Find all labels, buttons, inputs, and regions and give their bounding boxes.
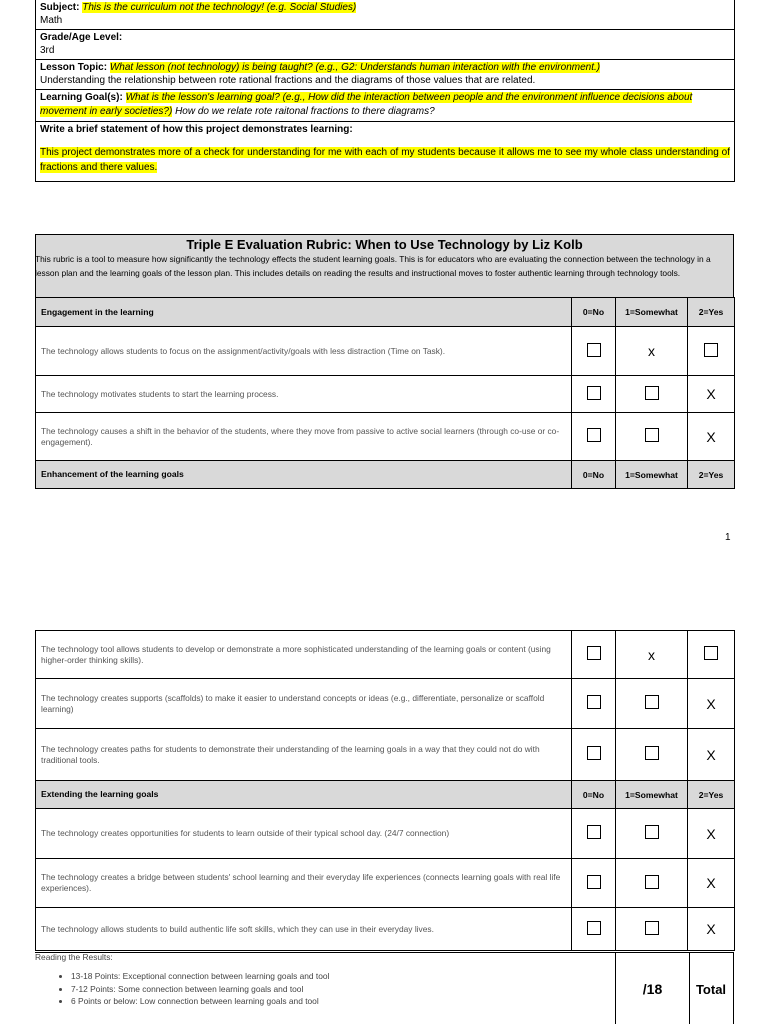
- score-yes-cell: [688, 327, 735, 376]
- score-no-cell: [572, 729, 616, 781]
- reading-item: • 6 Points or below: Low connection between learning goals and tool: [71, 995, 615, 1008]
- grade-label: Grade/Age Level:: [40, 32, 123, 43]
- criterion-row: [36, 376, 735, 413]
- rubric-table-page2: [35, 630, 735, 951]
- rubric-description: This rubric is a tool to measure how significantly the technology effects the student learning goals. This is for educators who are evaluating the connection between the technology in a lesson plan and the learning goals of the lesson plan. This includes details on reading the results and instructional moves to foster authentic learning through technology tools.: [35, 254, 711, 278]
- subject-row: [36, 0, 734, 29]
- engagement-header: Engagement in the learning: [36, 298, 572, 327]
- checkbox[interactable]: [704, 646, 718, 660]
- statement-row: [36, 121, 734, 181]
- criterion-text: The technology creates paths for students to demonstrate their understanding of the learning goals in a way that they could not do with traditional tools.: [36, 729, 572, 781]
- checkbox[interactable]: [645, 875, 659, 889]
- grade-value[interactable]: 3rd: [40, 45, 55, 56]
- criterion-text: The technology causes a shift in the behavior of the students, where they move from passive to active social learners (through co-use or co-engagement).: [36, 413, 572, 461]
- checkbox[interactable]: [587, 646, 601, 660]
- engagement-header-row: [36, 298, 735, 327]
- rubric-table-page1: [35, 297, 735, 489]
- enhancement-header-row: [36, 461, 735, 489]
- score-out-of[interactable]: /18: [642, 981, 663, 997]
- criterion-text: The technology allows students to focus on the assignment/activity/goals with less distraction (Time on Task).: [36, 327, 572, 376]
- col-yes: 2=Yes: [688, 781, 735, 809]
- score-no-cell: [572, 413, 616, 461]
- score-yes-cell: [688, 631, 735, 679]
- score-somewhat-cell: [616, 859, 688, 908]
- score-somewhat-cell: [616, 729, 688, 781]
- criterion-text: The technology creates supports (scaffolds) to make it easier to understand concepts or ideas (e.g., differentiate, personalize or scaffold learning): [36, 679, 572, 729]
- criterion-text: The technology creates a bridge between students' school learning and their everyday life experiences (connects learning goals with real life experiences).: [36, 859, 572, 908]
- score-yes-cell: [688, 413, 735, 461]
- checkbox[interactable]: [587, 825, 601, 839]
- x-mark[interactable]: X: [706, 875, 716, 891]
- statement-text: This project demonstrates more of a check for understanding for me with each of my students because it allows me to see my whole class understanding of fractions and there values.: [40, 147, 730, 173]
- reading-item: • 13-18 Points: Exceptional connection between learning goals and tool: [71, 970, 615, 983]
- topic-hint: What lesson (not technology) is being taught? (e.g., G2: Understands human interaction with the environment.): [109, 62, 601, 73]
- checkbox[interactable]: [587, 428, 601, 442]
- checkbox[interactable]: [587, 875, 601, 889]
- checkbox[interactable]: [645, 746, 659, 760]
- x-mark[interactable]: X: [706, 428, 716, 445]
- checkbox[interactable]: [645, 386, 659, 400]
- criterion-text: The technology allows students to build authentic life soft skills, which they can use in their everyday lives.: [36, 908, 572, 951]
- checkbox[interactable]: [645, 428, 659, 442]
- x-mark[interactable]: x: [648, 343, 655, 359]
- score-somewhat-cell: [616, 809, 688, 859]
- subject-hint: This is the curriculum not the technology! (e.g. Social Studies): [82, 2, 357, 13]
- checkbox[interactable]: [645, 825, 659, 839]
- topic-value[interactable]: Understanding the relationship between rote rational fractions and the diagrams of those values that are related.: [40, 75, 536, 86]
- results-top-border: [35, 952, 734, 953]
- total-cell: [689, 952, 734, 1024]
- col-somewhat: 1=Somewhat: [616, 298, 688, 327]
- checkbox[interactable]: [704, 343, 718, 357]
- subject-label: Subject:: [40, 2, 80, 13]
- extending-header-row: [36, 781, 735, 809]
- score-somewhat-cell: [616, 631, 688, 679]
- criterion-row: [36, 679, 735, 729]
- score-somewhat-cell: [616, 679, 688, 729]
- score-somewhat-cell: [616, 327, 688, 376]
- score-yes-cell: [688, 908, 735, 951]
- page-number: 1: [725, 532, 731, 543]
- statement-value[interactable]: [40, 145, 730, 175]
- goal-value[interactable]: How do we relate rote raitonal fractions to there diagrams?: [175, 106, 435, 117]
- criterion-text: The technology creates opportunities for students to learn outside of their typical school day. (24/7 connection): [36, 809, 572, 859]
- checkbox[interactable]: [587, 386, 601, 400]
- score-yes-cell: [688, 376, 735, 413]
- score-no-cell: [572, 809, 616, 859]
- col-no: 0=No: [572, 298, 616, 327]
- col-somewhat: 1=Somewhat: [616, 461, 688, 489]
- score-yes-cell: [688, 679, 735, 729]
- x-mark[interactable]: X: [706, 386, 716, 402]
- statement-label: Write a brief statement of how this project demonstrates learning:: [40, 124, 353, 135]
- x-mark[interactable]: X: [706, 921, 716, 937]
- topic-label: Lesson Topic:: [40, 62, 108, 73]
- score-somewhat-cell: [616, 413, 688, 461]
- x-mark[interactable]: X: [706, 746, 716, 763]
- col-no: 0=No: [572, 781, 616, 809]
- col-somewhat: 1=Somewhat: [616, 781, 688, 809]
- criterion-text: The technology tool allows students to develop or demonstrate a more sophisticated understanding of the learning goals or content (using higher-order thinking skills).: [36, 631, 572, 679]
- reading-results: [35, 952, 615, 1008]
- col-no: 0=No: [572, 461, 616, 489]
- score-cell: [615, 952, 690, 1024]
- reading-list: [35, 970, 615, 1008]
- criterion-text: The technology motivates students to start the learning process.: [36, 376, 572, 413]
- criterion-row: [36, 729, 735, 781]
- criterion-row: [36, 908, 735, 951]
- criterion-row: [36, 631, 735, 679]
- goal-row: [36, 89, 734, 121]
- grade-row: [36, 29, 734, 59]
- x-mark[interactable]: X: [706, 825, 716, 842]
- score-yes-cell: [688, 809, 735, 859]
- topic-row: [36, 59, 734, 89]
- score-no-cell: [572, 631, 616, 679]
- score-no-cell: [572, 376, 616, 413]
- lesson-info-table: [35, 0, 735, 182]
- score-no-cell: [572, 859, 616, 908]
- score-yes-cell: [688, 729, 735, 781]
- checkbox[interactable]: [587, 746, 601, 760]
- reading-title: Reading the Results:: [35, 952, 113, 962]
- goal-hint: What is the lesson's learning goal? (e.g., How did the interaction between people and the environment influence decisions about movement in early societies?): [40, 92, 693, 117]
- col-yes: 2=Yes: [688, 298, 735, 327]
- score-somewhat-cell: [616, 908, 688, 951]
- goal-label: Learning Goal(s):: [40, 92, 123, 103]
- x-mark[interactable]: X: [706, 695, 716, 712]
- criterion-row: [36, 859, 735, 908]
- enhancement-header: Enhancement of the learning goals: [36, 461, 572, 489]
- checkbox[interactable]: [587, 695, 601, 709]
- checkbox[interactable]: [587, 343, 601, 357]
- score-no-cell: [572, 327, 616, 376]
- score-yes-cell: [688, 859, 735, 908]
- score-no-cell: [572, 908, 616, 951]
- rubric-title: Triple E Evaluation Rubric: When to Use Technology by Liz Kolb: [186, 237, 583, 252]
- subject-value[interactable]: Math: [40, 15, 63, 26]
- checkbox[interactable]: [587, 921, 601, 935]
- extending-header: Extending the learning goals: [36, 781, 572, 809]
- checkbox[interactable]: [645, 921, 659, 935]
- score-no-cell: [572, 679, 616, 729]
- criterion-row: [36, 327, 735, 376]
- total-label: Total: [695, 982, 727, 997]
- criterion-row: [36, 413, 735, 461]
- reading-item: • 7-12 Points: Some connection between learning goals and tool: [71, 983, 615, 996]
- checkbox[interactable]: [645, 695, 659, 709]
- col-yes: 2=Yes: [688, 461, 735, 489]
- criterion-row: [36, 809, 735, 859]
- rubric-header: [35, 234, 734, 298]
- x-mark[interactable]: x: [648, 646, 655, 663]
- score-somewhat-cell: [616, 376, 688, 413]
